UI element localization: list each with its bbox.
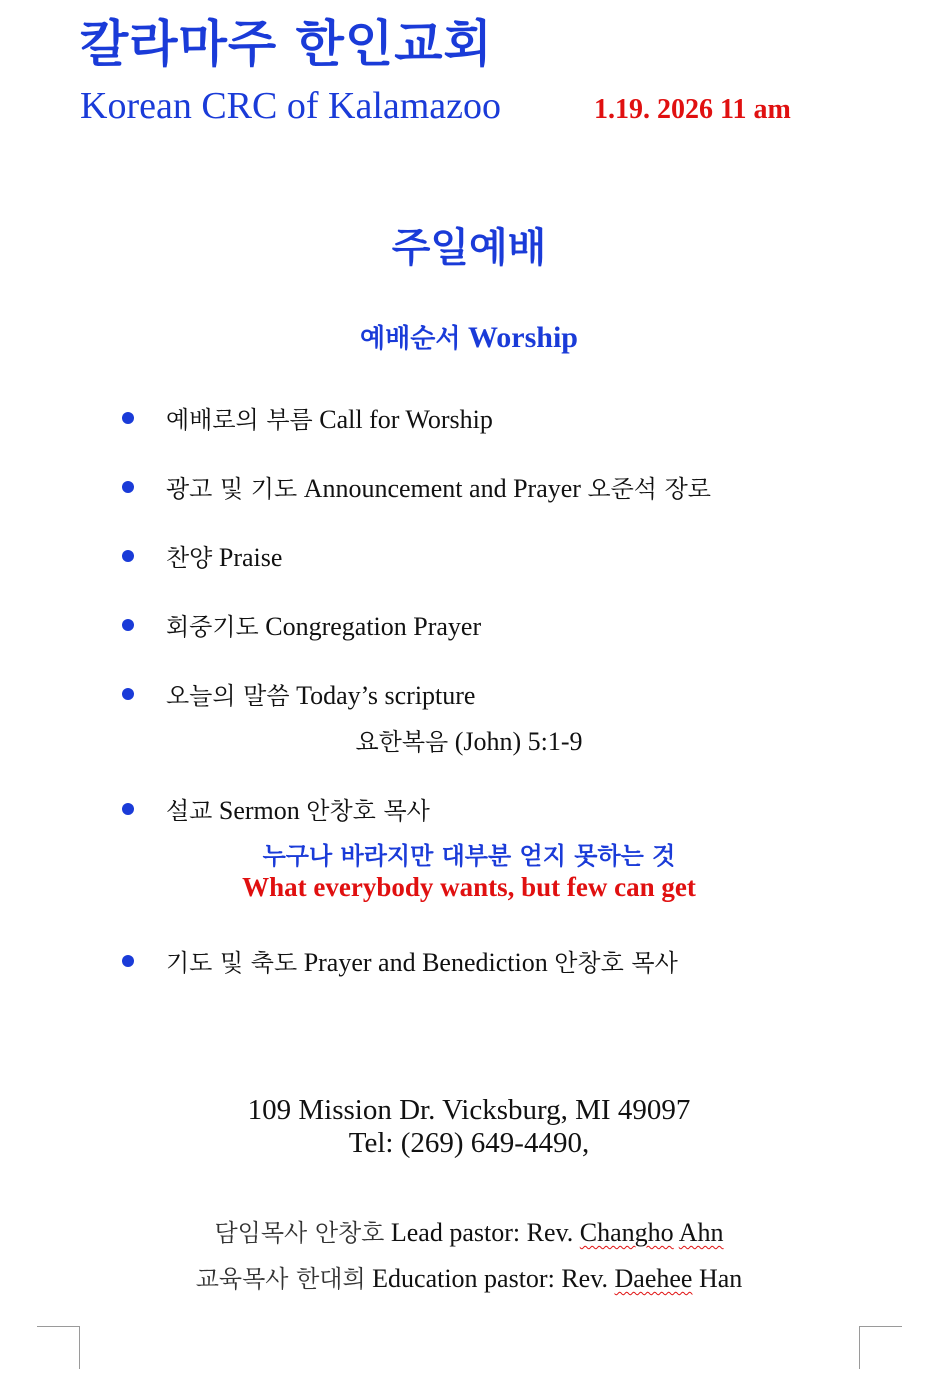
bullet-icon — [122, 550, 134, 562]
bullet-icon — [122, 803, 134, 815]
education-pastor-first-name: Daehee — [614, 1264, 693, 1293]
bullet-icon — [122, 955, 134, 967]
church-name-english: Korean CRC of Kalamazoo — [80, 85, 502, 127]
item-label-korean: 예배로의 부름 — [166, 406, 313, 434]
lead-pastor-first-name: Changho — [579, 1218, 674, 1247]
church-address: 109 Mission Dr. Vicksburg, MI 49097 — [247, 1094, 691, 1126]
list-item — [166, 943, 678, 978]
list-item — [166, 607, 481, 642]
order-of-worship-title — [0, 318, 928, 355]
education-pastor-korean: 교육목사 한대희 — [195, 1265, 366, 1293]
page-corner-marker-right — [859, 1326, 902, 1369]
item-label-english: Sermon — [212, 796, 307, 825]
item-label-english: Call for Worship — [312, 405, 493, 434]
item-label-english: Prayer and Benediction — [297, 948, 555, 977]
bullet-icon — [122, 481, 134, 493]
church-name-korean: 칼라마주 한인교회 — [80, 15, 493, 73]
service-date: 1.19. 2026 11 am — [594, 94, 791, 125]
list-item — [166, 469, 711, 504]
education-pastor-last-name: Han — [698, 1264, 743, 1293]
church-phone: Tel: (269) 649-4490, — [348, 1127, 590, 1159]
bullet-icon — [122, 688, 134, 700]
list-item — [166, 538, 282, 573]
item-label-korean: 광고 및 기도 — [166, 475, 298, 503]
item-person: 오준석 장로 — [587, 475, 711, 503]
sermon-title-english: What everybody wants, but few can get — [242, 872, 696, 902]
item-label-korean: 오늘의 말씀 — [166, 682, 290, 710]
item-label-korean: 기도 및 축도 — [166, 949, 298, 977]
item-label-korean: 찬양 — [166, 544, 213, 572]
education-pastor-english: Education pastor: Rev. — [365, 1264, 615, 1293]
item-person: 안창호 목사 — [554, 949, 678, 977]
item-label-english: Praise — [212, 543, 283, 572]
item-person: 안창호 목사 — [306, 797, 430, 825]
lead-pastor-last-name: Ahn — [678, 1218, 724, 1247]
item-label-english: Announcement and Prayer — [297, 474, 588, 503]
lead-pastor-line — [0, 1213, 928, 1248]
bullet-icon — [122, 619, 134, 631]
lead-pastor-korean: 담임목사 안창호 — [214, 1219, 385, 1247]
service-title: 주일예배 — [391, 225, 547, 271]
sermon-title-korean: 누구나 바라지만 대부분 얻지 못하는 것 — [262, 842, 676, 870]
order-title-english: Worship — [467, 321, 578, 354]
item-label-english: Today’s scripture — [289, 681, 476, 710]
scripture-korean: 요한복음 — [355, 728, 449, 756]
scripture-reference — [0, 722, 928, 757]
education-pastor-line — [0, 1259, 928, 1294]
list-item — [166, 676, 475, 711]
order-title-korean: 예배순서 — [359, 324, 461, 354]
list-item — [166, 400, 493, 435]
item-label-english: Congregation Prayer — [258, 612, 482, 641]
lead-pastor-english: Lead pastor: Rev. — [384, 1218, 580, 1247]
bullet-icon — [122, 412, 134, 424]
item-label-korean: 설교 — [166, 797, 213, 825]
page-corner-marker-left — [37, 1326, 80, 1369]
scripture-english: (John) 5:1-9 — [448, 727, 583, 756]
list-item — [166, 791, 430, 826]
item-label-korean: 회중기도 — [166, 613, 259, 641]
